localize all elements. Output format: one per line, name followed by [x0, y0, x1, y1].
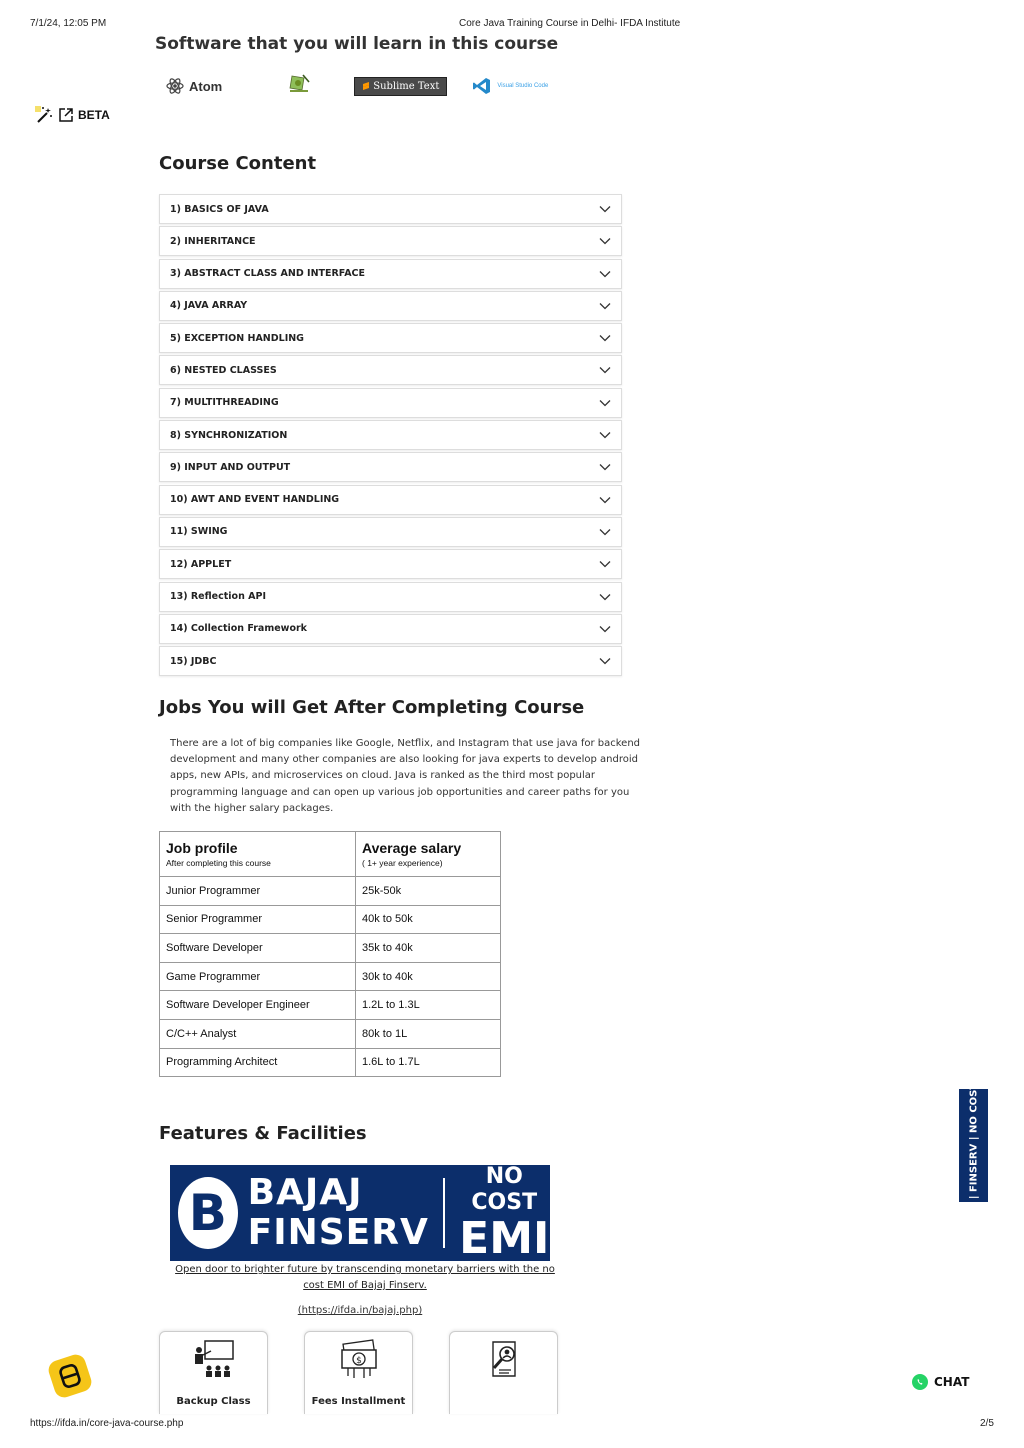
- chevron-down-icon: [599, 237, 611, 245]
- accordion-item-label: 13) Reflection API: [170, 591, 266, 603]
- chevron-down-icon: [599, 625, 611, 633]
- side-emi-tab[interactable]: [959, 1058, 988, 1233]
- software-title: Software that you will learn in this course: [155, 34, 559, 54]
- job-profile-subtitle: After completing this course: [166, 858, 271, 868]
- bajaj-caption-link[interactable]: Open door to brighter future by transcending monetary barriers with the no cost EMI of Bajaj Finserv.: [175, 1264, 555, 1291]
- table-row: [160, 991, 501, 1020]
- side-emi-label: BAJAJ | FINSERV | NO COST EMI: [968, 1058, 979, 1233]
- accordion-item-label: 5) EXCEPTION HANDLING: [170, 332, 304, 344]
- salary-cell: 1.2L to 1.3L: [356, 991, 501, 1020]
- atom-label: Atom: [189, 78, 223, 94]
- money-icon: [334, 1338, 384, 1380]
- accordion-item[interactable]: [159, 291, 622, 321]
- feature-card-backup-class[interactable]: [159, 1331, 268, 1414]
- salary-cell: 25k-50k: [356, 877, 501, 906]
- accordion-item[interactable]: [159, 259, 622, 289]
- svg-text:$: $: [355, 1356, 362, 1366]
- accordion-item-label: 11) SWING: [170, 526, 228, 538]
- chevron-down-icon: [599, 205, 611, 213]
- accordion-item-label: 9) INPUT AND OUTPUT: [170, 461, 291, 473]
- accordion-item-label: 14) Collection Framework: [170, 623, 307, 635]
- classroom-icon: [189, 1338, 239, 1380]
- vscode-icon: [473, 77, 491, 95]
- chat-label: CHAT: [934, 1375, 970, 1389]
- vscode-label: Visual Studio Code: [497, 83, 549, 89]
- table-row: [160, 1019, 501, 1048]
- jobs-title: Jobs You will Get After Completing Course: [159, 697, 585, 718]
- table-row: [160, 877, 501, 906]
- jobs-table: [159, 831, 501, 1077]
- job-profile-cell: Game Programmer: [160, 962, 356, 991]
- chatbot-launcher[interactable]: [46, 1352, 94, 1400]
- accordion-item[interactable]: [159, 355, 622, 385]
- table-row: [160, 905, 501, 934]
- course-accordion: [159, 194, 622, 678]
- accordion-item[interactable]: [159, 646, 622, 676]
- sublime-text-logo: [354, 77, 447, 96]
- chevron-down-icon: [599, 366, 611, 374]
- beta-label: BETA: [78, 108, 110, 122]
- accordion-item[interactable]: [159, 549, 622, 579]
- accordion-item[interactable]: [159, 323, 622, 353]
- table-row: [160, 1048, 501, 1077]
- whatsapp-icon: [912, 1374, 928, 1390]
- notepadpp-logo: [286, 73, 312, 100]
- beta-widget[interactable]: [34, 105, 110, 125]
- bajaj-url-link[interactable]: (https://ifda.in/bajaj.php): [297, 1305, 423, 1316]
- sublime-icon: [362, 81, 370, 91]
- chevron-down-icon: [599, 431, 611, 439]
- software-logos: [165, 74, 548, 98]
- accordion-item[interactable]: [159, 420, 622, 450]
- print-url: https://ifda.in/core-java-course.php: [30, 1418, 184, 1429]
- accordion-item-label: 7) MULTITHREADING: [170, 397, 279, 409]
- chevron-down-icon: [599, 463, 611, 471]
- accordion-item[interactable]: [159, 614, 622, 644]
- accordion-item-label: 8) SYNCHRONIZATION: [170, 429, 288, 441]
- chevron-down-icon: [599, 399, 611, 407]
- chevron-down-icon: [599, 528, 611, 536]
- salary-cell: 40k to 50k: [356, 905, 501, 934]
- accordion-item[interactable]: [159, 582, 622, 612]
- accordion-item[interactable]: [159, 194, 622, 224]
- bajaj-line1: BAJAJ: [247, 1172, 363, 1213]
- accordion-item[interactable]: [159, 517, 622, 547]
- job-profile-cell: Programming Architect: [160, 1048, 356, 1077]
- salary-cell: 1.6L to 1.7L: [356, 1048, 501, 1077]
- chevron-down-icon: [599, 302, 611, 310]
- accordion-item-label: 2) INHERITANCE: [170, 235, 256, 247]
- accordion-item[interactable]: [159, 485, 622, 515]
- notepadpp-icon: [286, 73, 312, 95]
- feature-card-fees-installment[interactable]: [304, 1331, 413, 1414]
- sublime-label: Sublime Text: [373, 80, 440, 92]
- accordion-item-label: 6) NESTED CLASSES: [170, 364, 277, 376]
- table-row: [160, 934, 501, 963]
- external-link-icon: [59, 108, 73, 122]
- job-profile-cell: C/C++ Analyst: [160, 1019, 356, 1048]
- accordion-item-label: 10) AWT AND EVENT HANDLING: [170, 494, 340, 506]
- chevron-down-icon: [599, 334, 611, 342]
- chevron-down-icon: [599, 496, 611, 504]
- no-cost-emi-text: [459, 1164, 551, 1262]
- average-salary-title: Average salary: [362, 840, 462, 856]
- accordion-item-label: 15) JDBC: [170, 655, 217, 667]
- atom-logo: [165, 76, 222, 96]
- chevron-down-icon: [599, 560, 611, 568]
- print-page-number: 2/5: [980, 1418, 994, 1429]
- feature-card-third[interactable]: [449, 1331, 558, 1414]
- job-profile-title: Job profile: [166, 840, 238, 856]
- print-datetime: 7/1/24, 12:05 PM: [30, 18, 107, 29]
- magic-wand-icon: [34, 105, 54, 125]
- chatbot-icon: [46, 1352, 94, 1400]
- job-profile-cell: Senior Programmer: [160, 905, 356, 934]
- features-title: Features & Facilities: [159, 1123, 367, 1144]
- job-profile-cell: Software Developer Engineer: [160, 991, 356, 1020]
- average-salary-header: [356, 832, 501, 877]
- atom-icon: [165, 76, 185, 96]
- profile-search-icon: [479, 1338, 529, 1380]
- average-salary-subtitle: ( 1+ year experience): [362, 858, 443, 868]
- salary-cell: 80k to 1L: [356, 1019, 501, 1048]
- accordion-item-label: 12) APPLET: [170, 558, 232, 570]
- no-cost-label: NO COST: [471, 1164, 538, 1215]
- chevron-down-icon: [599, 270, 611, 278]
- bajaj-wordmark: [248, 1173, 429, 1253]
- accordion-item[interactable]: [159, 452, 622, 482]
- chevron-down-icon: [599, 657, 611, 665]
- salary-cell: 30k to 40k: [356, 962, 501, 991]
- emi-label: EMI: [459, 1213, 550, 1264]
- feature-label-fees: Fees Installment: [311, 1396, 406, 1407]
- jobs-description: There are a lot of big companies like Google, Netflix, and Instagram that use java for backend development and many other companies are also looking for java experts to develop android apps, new APIs, and microservices on cloud. Java is ranked as the third most popular programming language and can open up various job opportunities and career paths for you with the higher salary packages.: [170, 738, 640, 814]
- bajaj-line2: FINSERV: [247, 1212, 429, 1253]
- job-profile-header: [160, 832, 356, 877]
- vscode-logo: [473, 77, 548, 95]
- bajaj-logo-mark: B: [178, 1177, 238, 1249]
- bajaj-finserv-banner[interactable]: [170, 1164, 550, 1264]
- accordion-item[interactable]: [159, 226, 622, 256]
- job-profile-cell: Software Developer: [160, 934, 356, 963]
- bajaj-divider: [443, 1178, 445, 1248]
- chat-button[interactable]: [912, 1374, 969, 1390]
- accordion-item-label: 4) JAVA ARRAY: [170, 300, 248, 312]
- print-page-title: Core Java Training Course in Delhi- IFDA Institute: [459, 18, 681, 29]
- salary-cell: 35k to 40k: [356, 934, 501, 963]
- accordion-item[interactable]: [159, 388, 622, 418]
- accordion-item-label: 1) BASICS OF JAVA: [170, 203, 269, 215]
- table-row: [160, 962, 501, 991]
- feature-label-backup: Backup Class: [176, 1396, 251, 1407]
- accordion-item-label: 3) ABSTRACT CLASS AND INTERFACE: [170, 268, 366, 280]
- chevron-down-icon: [599, 593, 611, 601]
- course-content-title: Course Content: [159, 153, 317, 174]
- job-profile-cell: Junior Programmer: [160, 877, 356, 906]
